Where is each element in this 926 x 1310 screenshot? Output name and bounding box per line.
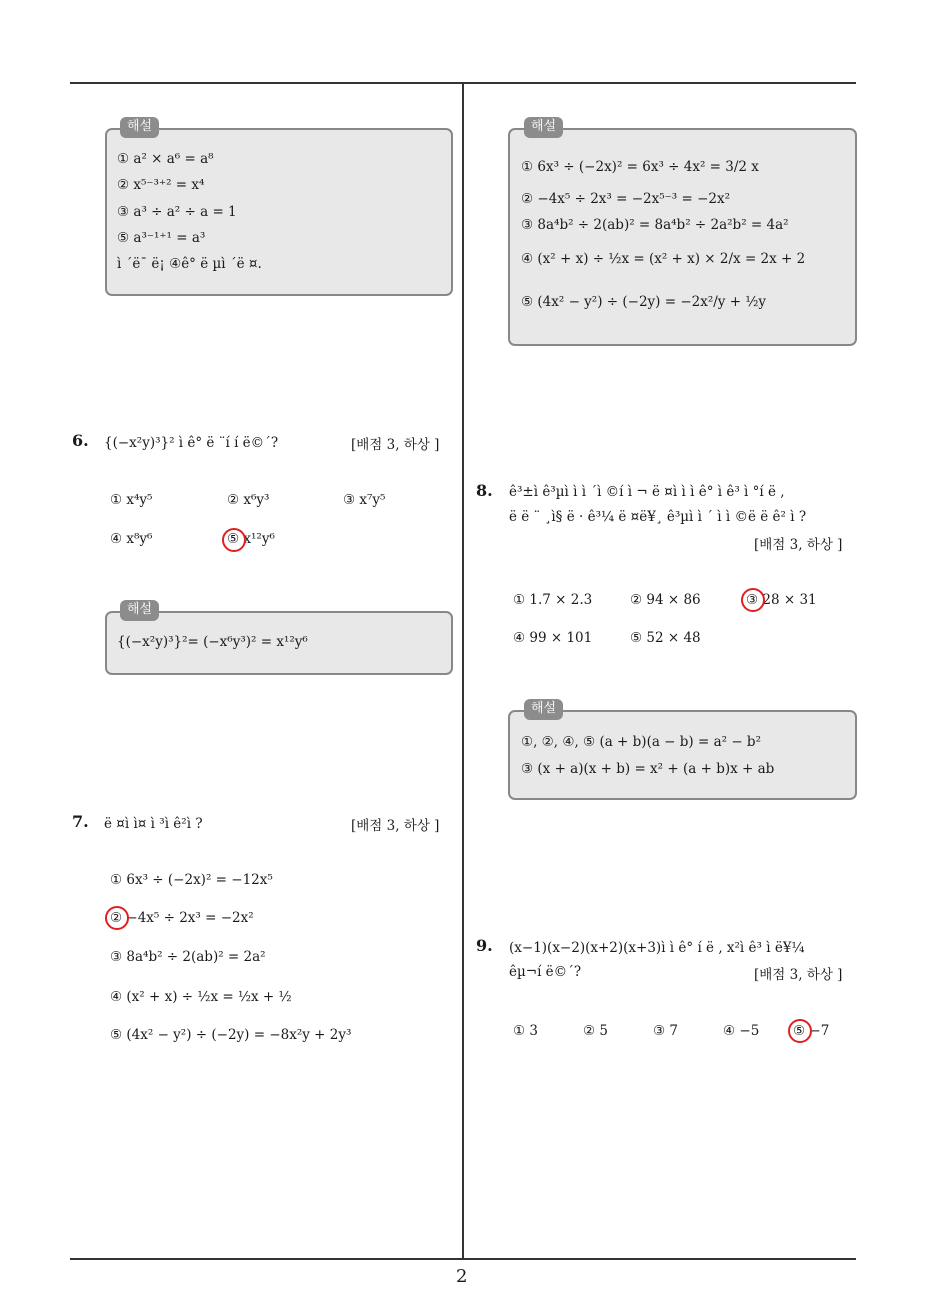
solution-tag: 해설: [524, 699, 563, 720]
answer-mark-circle: [788, 1019, 812, 1043]
q9-option-1[interactable]: ① 3: [513, 1023, 538, 1039]
solution-line: ② x⁵⁻³⁺² = x⁴: [117, 177, 205, 193]
q6-option-4[interactable]: ④ x⁸y⁶: [110, 531, 153, 547]
solution-line: ③ (x + a)(x + b) = x² + (a + b)x + ab: [521, 761, 775, 777]
answer-mark-circle: [222, 528, 246, 552]
solution-line: ⑤ (4x² − y²) ÷ (−2y) = −2x²/y + ½y: [521, 294, 767, 310]
solution-line: ① 6x³ ÷ (−2x)² = 6x³ ÷ 4x² = 3/2 x: [521, 159, 759, 175]
question-8-score: [배점 3, 하상 ]: [754, 537, 843, 553]
solution-line: ③ 8a⁴b² ÷ 2(ab)² = 8a⁴b² ÷ 2a²b² = 4a²: [521, 217, 789, 233]
center-divider: [462, 82, 464, 1259]
solution-tag: 해설: [120, 600, 159, 621]
solution-line: {(−x²y)³}²= (−x⁶y³)² = x¹²y⁶: [117, 634, 308, 650]
solution-line: ③ a³ ÷ a² ÷ a = 1: [117, 204, 237, 220]
question-7-score: [배점 3, 하상 ]: [351, 818, 440, 834]
q6-option-2[interactable]: ② x⁶y³: [227, 492, 270, 508]
answer-mark-circle: [741, 588, 765, 612]
solution-line: ⑤ a³⁻¹⁺¹ = a³: [117, 230, 206, 246]
q8-option-5[interactable]: ⑤ 52 × 48: [630, 630, 701, 646]
question-7-text: ë ¤ì ì¤ ì ³ì ê²ì ?: [104, 816, 203, 832]
solution-line: ① a² × a⁶ = a⁸: [117, 151, 214, 167]
q7-option-1[interactable]: ① 6x³ ÷ (−2x)² = −12x⁵: [110, 872, 273, 888]
q9-option-4[interactable]: ④ −5: [723, 1023, 760, 1039]
q9-option-2[interactable]: ② 5: [583, 1023, 608, 1039]
q6-option-5[interactable]: ⑤ x¹²y⁶: [227, 531, 275, 547]
question-8-text-line1: ê³±ì ê³µì ì ì ´ì ©í ì ¬ ë ¤ì ì ì ê° ì ê³ ì °í ë ,: [509, 484, 785, 500]
question-9-text-line2: êµ¬í ë©´?: [509, 964, 582, 980]
question-6-number: 6.: [72, 431, 89, 450]
question-7-number: 7.: [72, 812, 89, 831]
bottom-rule: [70, 1258, 856, 1260]
q7-option-5[interactable]: ⑤ (4x² − y²) ÷ (−2y) = −8x²y + 2y³: [110, 1027, 352, 1043]
q6-option-3[interactable]: ③ x⁷y⁵: [343, 492, 386, 508]
question-6-score: [배점 3, 하상 ]: [351, 437, 440, 453]
question-9-text-line1: (x−1)(x−2)(x+2)(x+3)ì ì ê° í ë , x²ì ê³ ì ë¥¼: [509, 940, 805, 956]
question-8-text-line2: ë ë ¨ ¸ì§ ë · ê³¼ ë ¤ë¥¸ ê³µì ì ´ ì ì ©ë ë ê² ì ?: [509, 509, 807, 525]
solution-line: ② −4x⁵ ÷ 2x³ = −2x⁵⁻³ = −2x²: [521, 191, 731, 207]
q7-option-3[interactable]: ③ 8a⁴b² ÷ 2(ab)² = 2a²: [110, 949, 266, 965]
solution-line: ①, ②, ④, ⑤ (a + b)(a − b) = a² − b²: [521, 734, 761, 750]
q8-option-1[interactable]: ① 1.7 × 2.3: [513, 592, 593, 608]
q6-option-1[interactable]: ① x⁴y⁵: [110, 492, 153, 508]
solution-line: ④ (x² + x) ÷ ½x = (x² + x) × 2/x = 2x + 2: [521, 251, 806, 267]
solution-tag: 해설: [120, 117, 159, 138]
question-9-score: [배점 3, 하상 ]: [754, 967, 843, 983]
solution-box-8: [508, 710, 857, 800]
q9-option-3[interactable]: ③ 7: [653, 1023, 678, 1039]
question-8-number: 8.: [476, 481, 493, 500]
q7-option-4[interactable]: ④ (x² + x) ÷ ½x = ½x + ½: [110, 989, 292, 1005]
q8-option-3[interactable]: ③ 28 × 31: [746, 592, 817, 608]
q7-option-2[interactable]: ② −4x⁵ ÷ 2x³ = −2x²: [110, 910, 254, 926]
solution-line: ì ´ë¯ ë¡ ④ê° ë µì ´ë ¤.: [117, 256, 262, 272]
question-6-text: {(−x²y)³}² ì ê° ë ¨í í ë©´?: [104, 435, 279, 451]
solution-tag: 해설: [524, 117, 563, 138]
question-9-number: 9.: [476, 936, 493, 955]
page-number: 2: [456, 1266, 468, 1287]
q8-option-2[interactable]: ② 94 × 86: [630, 592, 701, 608]
answer-mark-circle: [105, 906, 129, 930]
q8-option-4[interactable]: ④ 99 × 101: [513, 630, 593, 646]
q9-option-5[interactable]: ⑤ −7: [793, 1023, 830, 1039]
